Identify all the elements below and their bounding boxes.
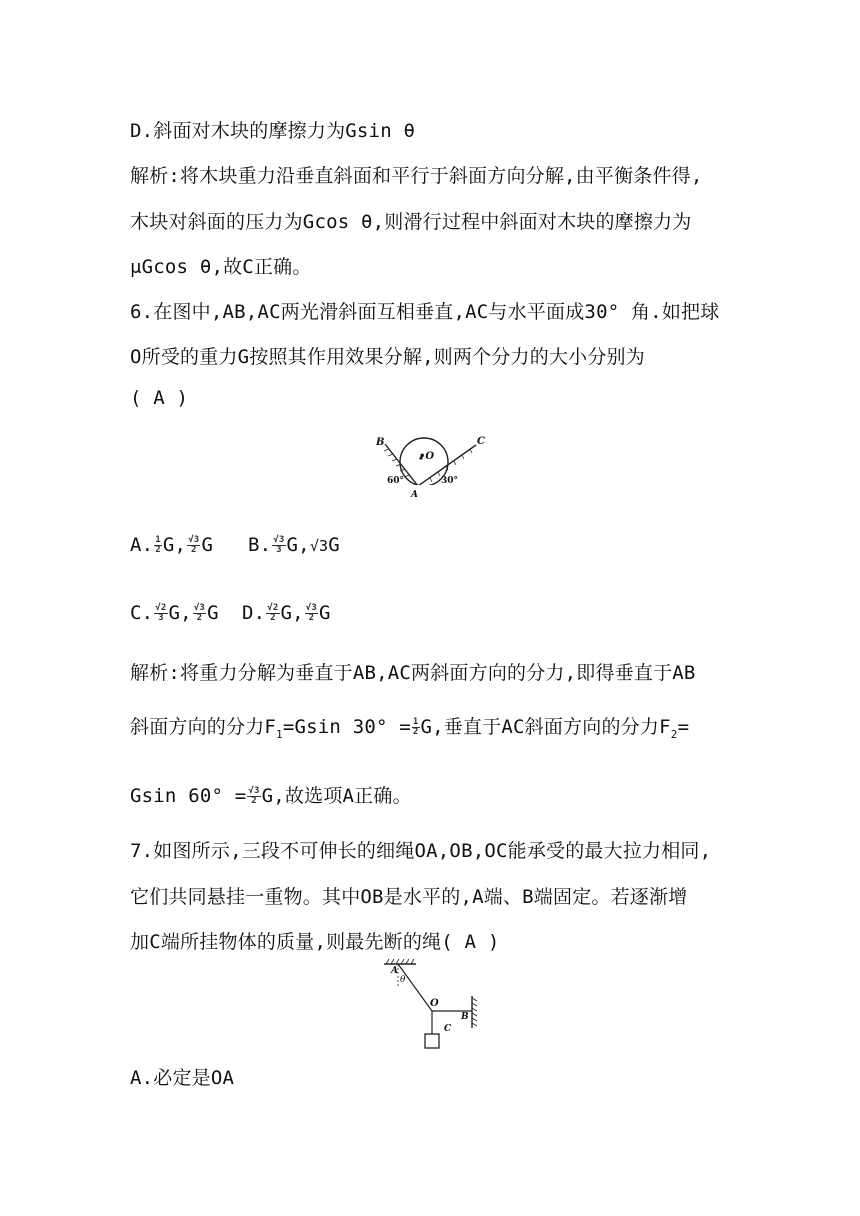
frac-sqrt3-2: $\frac{√3}{2}$ [193,603,206,623]
q7-label-theta: θ [400,975,406,985]
q6-options-cd: C. $\frac{√2}{3}$ G, $\frac{√3}{2}$ G D. $\frac{√2}{2}$ G, $\frac{√3}{2}$ G [130,602,331,624]
q6-analysis-line-2: 斜面方向的分力$F_1=Gsin$ 30° = $\frac{1}{2}$ G,垂直于AC斜面方向的分力$F_2=$ [130,716,690,741]
q7-stem-line-3: 加C端所挂物体的质量,则最先断的绳( A ) [130,931,500,953]
q6-option-d-label: D. [241,602,266,624]
frac-sqrt3-3: $\frac{√3}{3}$ [273,535,285,555]
frac-sqrt3-2: $\frac{√3}{2}$ [248,786,260,806]
q7-label-a: A [391,966,398,976]
q6-option-c-label: C. [130,602,154,624]
q6-label-o: •O [419,451,435,462]
q7-stem-line-2: 它们共同悬挂一重物。其中OB是水平的,A端、B端固定。若逐渐增 [130,886,688,908]
q5-analysis-line-1: 解析:将木块重力沿垂直斜面和平行于斜面方向分解,由平衡条件得, [130,165,703,187]
frac-1-2: $\frac{1}{2}$ [412,717,419,737]
q5-analysis-line-2: 木块对斜面的压力为Gcos θ,则滑行过程中斜面对木块的摩擦力为 [130,211,692,233]
q6-stem-line-1: 6.在图中,AB,AC两光滑斜面互相垂直,AC与水平面成30° 角.如把球 [130,301,720,323]
q6-label-a: A [411,490,418,500]
q7-label-o: O [430,998,439,1009]
frac-sqrt3-2: $\frac{√3}{2}$ [305,603,318,623]
q6-option-b-label: B. [248,534,272,556]
frac-sqrt2-3: $\frac{√2}{3}$ [155,603,167,623]
frac-1-2: $\frac{1}{2}$ [155,535,161,555]
q5-analysis-line-3: μGcos θ,故C正确。 [130,256,312,278]
q6-angle-30: 30° [441,476,459,486]
frac-sqrt2-2: $\frac{√2}{2}$ [267,603,279,623]
frac-sqrt3-2: $\frac{√3}{2}$ [188,535,200,555]
q7-stem-line-1: 7.如图所示,三段不可伸长的细绳OA,OB,OC能承受的最大拉力相同, [130,840,712,862]
sqrt-3: √3 [309,537,329,555]
q6-answer: ( A ) [130,387,189,409]
q7-label-b: B [461,1012,469,1022]
q5-option-d: D.斜面对木块的摩擦力为Gsin θ [130,120,416,142]
q7-option-a: A.必定是OA [130,1067,235,1089]
q6-angle-60: 60° [387,476,405,486]
q6-analysis-line-3: Gsin 60° = $\frac{√3}{2}$ G,故选项A正确。 [130,785,412,807]
q6-analysis-line-1: 解析:将重力分解为垂直于AB,AC两斜面方向的分力,即得垂直于AB [130,662,696,684]
q7-label-c: C [444,1024,452,1034]
q6-option-a-label: A. [130,534,154,556]
q6-options-ab: A. $\frac{1}{2}$ G, $\frac{√3}{2}$ G B. $\frac{√3}{3}$ G,√3G [130,534,340,556]
q6-stem-line-2: O所受的重力G按照其作用效果分解,则两个分力的大小分别为 [130,346,645,368]
q6-label-c: C [477,436,485,447]
q6-label-b: B [376,437,385,448]
